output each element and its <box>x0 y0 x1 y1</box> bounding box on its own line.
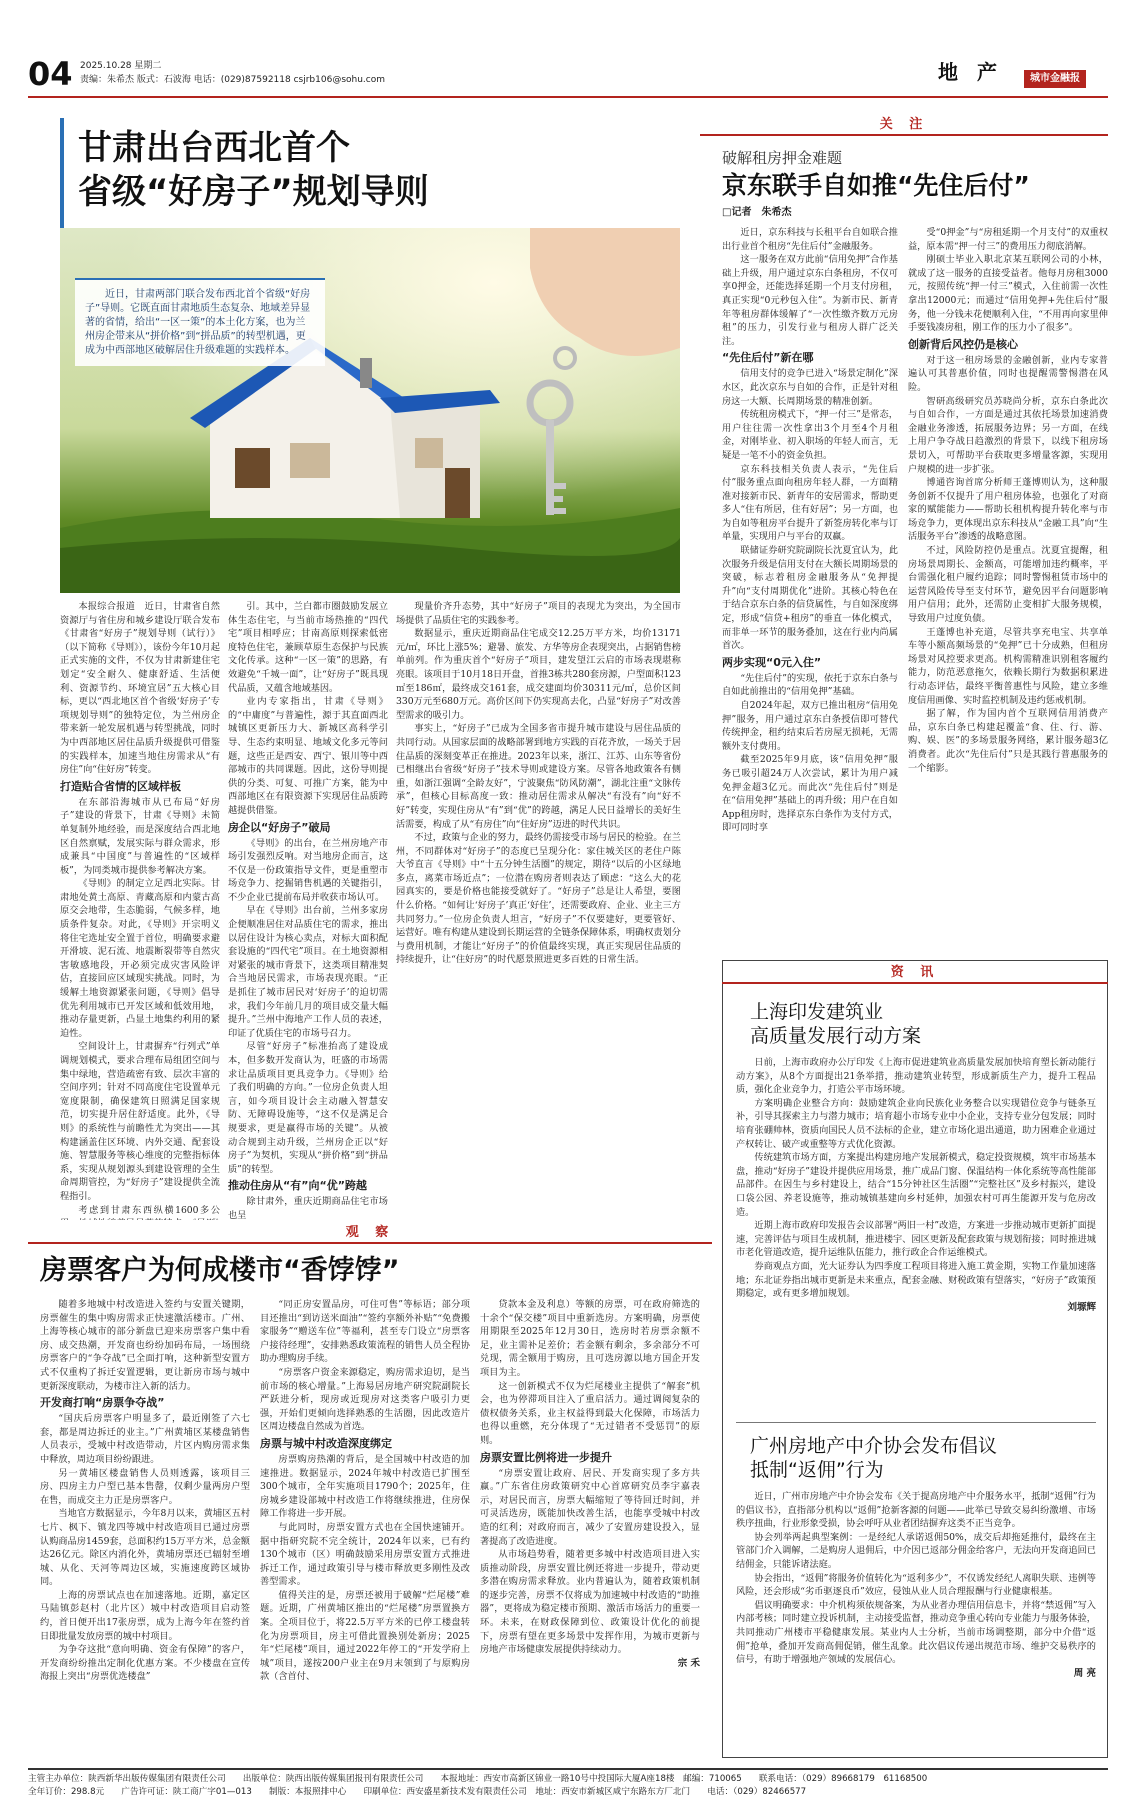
focus-subhead-2: 两步实现“0元入住” <box>722 655 822 669</box>
lead-paragraph: 空间设计上，甘肃摒弃“行列式”单调规划模式，要求合理布局组团空间与集中绿地，营造疏密有致、层次丰富的空间序列；针对不同高度住宅设置单元宽度限制，确保建筑日照满足国家规范，切实提升居住舒适度。此外，《导则》的系统性与前瞻性尤为突出——其构建涵盖住区环境、内外交通、配套设施、智慧服务等核心维度的完整指标体系，实现从规划源头到建设管理的全生命周期管控，为“好房子”建设提供全流程指引。 <box>60 1041 220 1202</box>
lead-paragraph: 数据显示，重庆近期商品住宅成交12.25万平方米，均价13171元/㎡，环比上涨5%；避暑、旅发、方华等房企表现突出，占据销售榜单前列。作为重庆首个“好房子”项目，建发望江云启的市场表现堪称亮眼。该项目于10月18日开盘，首推3栋共280套房源，户型面积123㎡至186㎡，最终成交161套，成交建面均价30311元/㎡，总价区间330万元至680万元。高价区间下仍实现高去化，凸显“好房子”对改善型需求的吸引力。 <box>396 628 681 721</box>
lead-paragraph: 《导则》的制定立足西北实际。甘肃地处黄土高原、青藏高原和内蒙古高原交会地带，生态脆弱，气候多样，地质条件复杂。对此，《导则》开宗明义将住宅选址安全置于首位，明确要求避开滑坡、泥石流、地震断裂带等自然灾害敏感地段，开必须完成灾害风险评估，直接回应区域现实挑战。同时，为缓解土地资源紧张问题，《导则》倡导优先利用城市已开发区域和低效用地，推动存量更新，凸显土地集约利用的紧迫性。 <box>60 878 220 1039</box>
observe-paragraph: 随着多地城中村改造进入签约与安置关键期，房票催生的集中购房需求正快速激活楼市。广州、上海等核心城市的部分新盘已迎来房票客户集中看房、成交热潮，开发商也纷纷加码布局，一场围绕房票客户的“争夺战”已全面打响，这种新型安置方式不仅重构了拆迁安置逻辑，更让新房市场与城中更新深度联动，为楼市注入新的活力。 <box>40 1299 250 1392</box>
news-rule <box>722 982 1108 984</box>
focus-byline: □记者 朱希杰 <box>722 207 792 218</box>
focus-subhead: 破解租房押金难题 <box>722 149 843 167</box>
observe-paragraph: 与此同时，房票安置方式也在全国快速铺开。据中指研究院不完全统计，2024年以来，已有约130个城市（区）明确鼓励采用房票安置方式推进拆迁工作，通过政策引导与楼市释放更多刚性及改善型需求。 <box>260 1521 470 1588</box>
news-item1-body <box>736 1056 1096 1416</box>
focus-paragraph: 受“0押金”与“房租延期一个月支付”的双重权益，原本需“押一付三”的费用压力彻底消解。 <box>908 227 1108 252</box>
news-paragraph: 日前，上海市政府办公厅印发《上海市促进建筑业高质量发展加快培育塑长新动能行动方案》，从8个方面提出21条举措，推动建筑业转型，形成新质生产力，提升工程品质，强化企业竞争力，打造公平市场环境。 <box>736 1057 1096 1096</box>
observe-paragraph: 这一创新模式不仅为烂尾楼业主提供了“解套”机会，也为停滞项目注入了重启活力。通过调阅复杂的债权债务关系，业主权益得到最大化保障，市场活力也得以重燃，充分体现了“无过错者不受惩罚”的原则。 <box>480 1380 700 1446</box>
section-title: 地 产 <box>938 60 1003 84</box>
lead-paragraph: 引。其中，兰白都市圈鼓励发展立体生态住宅，与当前市场热推的“四代宅”项目相呼应；甘南高原则探索低密度特色住宅，兼顾草原生态保护与民族文化传承。这种“一区一策”的思路，有效避免“千城一面”，让“好房子”既具现代品质，又蕴含地域基因。 <box>228 601 388 694</box>
lead-paragraph: 不过，政策与企业的努力，最终仍需接受市场与居民的检验。在兰州，不同群体对“好房子”的态度已呈现分化：家住城关区的老住户陈大爷直言《导则》中“十五分钟生活圈”的规定，期待“以后的小区绿地多点，离菜市场近点”；一位潜在购房者则表达了顾虑：“这么大的花园真实的，要是价格也能接受就好了。“好房子”总是让人希望，要图什么价格。“如何让‘好房子’真正‘好住’，还需要政府、企业、业主三方共同努力。”一位房企负责人坦言，“好房子”不仅要建好，更要管好、运营好。唯有构建从建设到长期运营的全链条保障体系，明确权责划分与费用机制，才能让“好房子”的价值最终实现，真正实现居住品质的持续提升，让“住好房”的时代愿景照进更多百姓的日常生活。 <box>396 832 681 966</box>
lead-column-1 <box>60 600 220 1220</box>
focus-paragraph: 信用支付的竞争已进入“场景定制化”深水区，此次京东与自如的合作，正是针对租房这一大额、长周期场景的精准创新。 <box>722 368 898 407</box>
lead-column-3 <box>396 600 681 1220</box>
focus-paragraph: 据了解，作为国内首个互联网信用消费产品，京东白条已构建起覆盖“食、住、行、游、购、娱、医”的多场景服务网络，累计服务超3亿消费者。此次“先住后付”只是其践行普惠服务的一个缩影。 <box>908 708 1108 774</box>
focus-paragraph: 王蓬博也补充道，尽管共享充电宝、共享单车等小额高频场景的“免押”已十分成熟，但租房场景对风控要求更高。机构需精准识别租客履约能力，防范恶意拖欠，依赖长期行为数据积累进行动态评估，最终平衡普惠性与风险，建立多维度信用画像、实时监控机制及违约惩戒机制。 <box>908 626 1108 706</box>
lead-paragraph: 现量价齐升态势，其中“好房子”项目的表现尤为突出，为全国市场提供了品质住宅的实践参考。 <box>396 601 681 626</box>
observe-paragraph: “房票客户资金来源稳定，购房需求迫切，是当前市场的核心增量。”上海易居房地产研究院副院长严跃进分析，现房或近现房对这类客户吸引力更强，开始们更倾向选择熟悉的生活圈，因此改造片区周边楼盘自然成为首选。 <box>260 1366 470 1433</box>
lead-summary-box <box>75 278 325 366</box>
focus-kicker-bar <box>700 118 1108 136</box>
news-paragraph: 传统建筑市场方面，方案提出构建房地产发展新模式，稳定投资规模，筑牢市场基本盘，推动“好房子”建设并提供应用场景，推广成品门窗、保温结构一体化系统等高性能部品部件。在因生与乡村建设上，结合“15分钟社区生活圈”“完整社区”及乡村振兴，建设口袋公园、养老设施等，推动城镇基建向乡村延伸，加强农村可再生能源开发与危房改造。 <box>736 1152 1096 1218</box>
observe-paragraph: 贷款本金及利息）等额的房票，可在政府筛选的十余个“保交楼”项目中重新选房。方案明确，房票使用期限至2025年12月30日，选房时若房票余额不足，业主需补足差价；若金额有剩余，多余部分不可兑现，需全额用于购房，且可选房源以地方国企开发项目为主。 <box>480 1299 700 1378</box>
focus-paragraph: 传统租房模式下，“押一付三”是常态，用户往往需一次性拿出3个月至4个月租金，对刚毕业、初入职场的年轻人而言，无疑是一笔不小的资金负担。 <box>722 409 898 461</box>
focus-rule <box>700 134 1108 136</box>
observe-rule <box>28 1242 712 1244</box>
lead-subhead-2: 房企以“好房子”破局 <box>228 820 331 834</box>
focus-paragraph: 这一服务在双方此前“信用免押”合作基础上升级，用户通过京东白条租房，不仅可享0押金，还能选择延期一个月支付房租，真正实现“0元秒包入住”。为新市民、新青年等租房群体缓解了“一次性缴齐数万元房租”的压力，引发行业与租房人群广泛关注。 <box>722 254 898 347</box>
observe-paragraph: 值得关注的是，房票还被用于破解“烂尾楼”难题。近期，广州黄埔区推出的“烂尾楼”房票置换方案。全项目位于，将22.5万平方米的已停工楼盘转化为房票项目，房主可借此置换别处新房；2025年“烂尾楼”项目，通过2022年停工的“开发学府上城”项目，遂按200户业主在9月末领到了与原购房款（含首付、 <box>260 1589 470 1683</box>
observe-kicker-bar <box>28 1226 712 1244</box>
news-paragraph: 近期上海市政府印发报告会议部署“两旧一村”改造，方案进一步推动城市更新扩面提速，完善评估与项目生成机制，推进楼宇、园区更新及配套政策与规划衔接；同时推进城市老化管道改造，提升运维队伍能力，推行政企合作运维模式。 <box>736 1220 1096 1259</box>
lead-paragraph: 在东部沿海城市从已布局“好房子”建设的背景下，甘肃《导则》未简单复制外地经验，而是深度结合西北地区自然禀赋，发展实际与群众需求，形成兼具“中国度”与普遍性的“区域样板”，为同类城市提供参考解决方案。 <box>60 796 220 876</box>
lead-summary: 近日，甘肃两部门联合发布西北首个省级“好房子”导则。它既直面甘肃地质生态复杂、地域差异显著的省情，给出“一区一策”的本土化方案，也为兰州房企带来从“拼价格”到“拼品质”的转型机遇，更成为中西部地区破解居住升级难题的实践样本。 <box>85 289 311 356</box>
news-item2-title <box>750 1434 997 1482</box>
lead-paragraph: 尽管“好房子”标准抬高了建设成本，但多数开发商认为，旺盛的市场需求让品质项目更具竞争力。《导则》给了我们明确的方向。”一位房企负责人坦言，如今项目设计会主动融入智慧安防、无障碍设施等，“这不仅是满足合规要求，更是赢得市场的关键”。从被动合规到主动升级，兰州房企正以“好房子”为契机，实现从“拼价格”到“拼品质”的转型。 <box>228 1041 388 1175</box>
observe-paragraph: 另一黄埔区楼盘销售人员则透露，该项目三房、四房主力户型已基本售罄，仅剩少量两房户型在售，而成交主力正是房票客户。 <box>40 1467 250 1506</box>
lead-title <box>78 126 680 214</box>
focus-paragraph: “先住后付”的实现，依托于京东白条与自如此前推出的“信用免押”基础。 <box>722 672 898 698</box>
observe-paragraph: 房票购房热潮的背后，是全国城中村改造的加速推进。数据显示，2024年城中村改造已扩围至300个城市，全年实施项目1790个；2025年，住房城乡建设部城中村改造工作将继续推进，住房保障工作将进一步开展。 <box>260 1453 470 1520</box>
lead-column-2 <box>228 600 388 1220</box>
focus-paragraph: 博通咨询首席分析师王蓬博则认为，这种服务创新不仅提升了用户租房体验，也强化了对商家的赋能能力——帮助长租机构提升转化率与市场竞争力，更体现出京东科技从“金融工具”向“生活服务平台”渗透的战略意图。 <box>908 477 1108 543</box>
lead-title-line2: 省级“好房子”规划导则 <box>78 172 429 212</box>
news-item1-title-line2: 高质量发展行动方案 <box>750 1025 922 1047</box>
observe-column-3 <box>480 1298 700 1762</box>
focus-paragraph: 不过，风险防控仍是重点。沈夏宜提醒，租房场景周期长、金额高，可能增加违约概率，平台需强化租户履约追踪；同时警惕租赁市场中的运营风险传导至支付环节，避免因平台问题影响用户信用；此外，还需防止变相扩大服务规模，导致用户过度负债。 <box>908 545 1108 625</box>
news-item1-title <box>750 1000 921 1048</box>
focus-paragraph: 对于这一租房场景的金融创新，业内专家普遍认可其普惠价值，同时也提醒需警惕潜在风险。 <box>908 354 1108 393</box>
lead-paragraph: 除甘肃外，重庆近期商品住宅市场也呈 <box>228 1196 388 1220</box>
observe-paragraph: “同正房安置品房，可住可售”等标语；部分项目还推出“到访送米面油”“签约享额外补贴”“免费搬家服务”“赠送车位”等福利，甚至专门设立“房票客户接待经理”，安排熟悉政策流程的销售人员全程协助办理购房手续。 <box>260 1299 470 1365</box>
footer <box>28 1768 1108 1799</box>
lead-paragraph: 事实上，“好房子”已成为全国多省市提升城市建设与居住品质的共同行动。从国家层面的战略部署到地方实践的百花齐放，一场关于居住品质的深刻变革正在推进。2023年以来，浙江、江苏、山东等省份已相继出台省级“好房子”技术导则或建设方案。尽管各地政策各有侧重，如浙江强调“全龄友好”，宁波聚焦“防风防潮”，湖北注重“文脉传承”，但核心目标高度一致：推动居住需求从解决“有没有”向“好不好”转变，实现住房从“有”到“优”的跨越，满足人民日益增长的美好生活需要，构成了从“有房住”向“住好房”迈进的时代共识。 <box>396 723 681 830</box>
focus-paragraph: 京东科技相关负责人表示，“先住后付”服务重点面向租房年轻人群，一方面精准对接新市民、新青年的安居需求，帮助更多人“住有所居，住有好居”；另一方面，也为自如等租房平台提升了新签房转化率与订单量，实现用户与平台的双赢。 <box>722 463 898 543</box>
news-kicker-bar <box>722 966 1108 984</box>
observe-paragraph: 从市场趋势看，随着更多城中村改造项目进入实质推动阶段，房票安置比例还将进一步提升，带动更多潜在购房需求释放。业内普遍认为，随着政策机制的逐步完善，房票不仅将成为加速城中村改造的“助推器”，更将成为稳定楼市预期、激活市场活力的重要一环。未来，在财政保障到位、政策设计优化的前提下，房票有望在更多场景中发挥作用，为城市更新与房地产市场健康发展提供持续动力。 <box>480 1549 700 1656</box>
focus-paragraph: 近日，京东科技与长租平台自如联合推出行业首个租房“先住后付”金融服务。 <box>722 227 898 252</box>
footer-line-2: 全年订价：298.8元 广告许可证：陕工商广字01—013 制版：本报照排中心 印刷单位：西安盛星新技术发有限责任公司 地址：西安市新城区咸宁东路东方厂北门 电话：（029）82466577 <box>28 1787 807 1797</box>
observe-column-1 <box>40 1298 250 1762</box>
observe-paragraph: 上海的房票试点也在加速落地。近期，嘉定区马陆镇彭赵村（北片区）城中村改造项目启动签约，首日便开出17张房票，成为上海今年在签约首日即批量发放房票的城中村项目。 <box>40 1589 250 1642</box>
observe-subhead-1: 开发商打响“房票争夺战” <box>40 1396 165 1410</box>
observe-column-2 <box>260 1298 470 1762</box>
observe-paragraph: 当地官方数据显示，今年8月以来，黄埔区五村七片、枫下、镇龙四等城中村改造项目已通过房票认购商品房1459套，总面积约15万平方米，总金额达26亿元。除区内消化外，黄埔房票还已辐射至增城、从化、天河等周边区域，实施速度跨区域协同。 <box>40 1508 250 1588</box>
news-item1-signature: 刘塬辉 <box>1067 1301 1096 1313</box>
lead-subhead-1: 打造贴合省情的区域样板 <box>60 779 181 793</box>
news-paragraph: 协会指出，“返佣”将服务价值转化为“返利多少”，不仅诱发经纪人离职失联、违例等风险，还会形成“劣币驱逐良币”效应，侵蚀从业人员合理报酬与行业健康根基。 <box>736 1572 1096 1598</box>
observe-kicker: 观 察 <box>345 1225 395 1240</box>
focus-paragraph: 刚硕士毕业入职北京某互联网公司的小林，就成了这一服务的直接受益者。他每月房租3000元，按照传统“押一付三”模式，入住前需一次性拿出12000元；而通过“信用免押+先住后付”服务，他一分钱未花便顺利入住，“不用再向家里伸手要钱凑房租，刚工作的压力小了很多”。 <box>908 254 1108 334</box>
observe-subhead-2: 房票与城中村改造深度绑定 <box>260 1436 392 1450</box>
news-item2-title-line1: 广州房地产中介协会发布倡议 <box>750 1435 998 1457</box>
section-badge: 城市金融报 <box>1024 70 1086 88</box>
news-kicker: 资 讯 <box>890 965 940 980</box>
focus-subhead-1: “先住后付”新在哪 <box>722 351 814 365</box>
focus-column-2 <box>908 226 1108 946</box>
news-item2-signature: 周 亮 <box>1073 1667 1096 1679</box>
observe-paragraph: 为争夺这批“意向明确、资金有保障”的客户，开发商纷纷推出定制化优惠方案。不少楼盘在宣传海报上突出“房票优选楼盘” <box>40 1644 250 1683</box>
news-paragraph: 券商观点方面，光大证券认为四季度工程项目将进入施工黄金期，实物工作量加速落地；东北证券指出城市更新是未来重点，配套金融、财税政策有望落实，“好房子”政策预期稳定，或有更多增加规划。 <box>736 1260 1096 1300</box>
editor-line: 责编：朱希杰 版式：石波海 电话：(029)87592118 csjrb106@sohu.com <box>80 75 386 85</box>
observe-subhead-3: 房票安置比例将进一步提升 <box>480 1450 612 1464</box>
footer-line-1: 主管主办单位：陕西新华出版传媒集团有限责任公司 出版单位：陕西出版传媒集团报刊有限责任公司 本报地址：西安市高新区锦业一路10号中投国际大厦A座18楼 邮编：710065 联系电话：（029）89668179 61168500 <box>28 1774 928 1784</box>
page-number: 04 <box>28 55 73 93</box>
lead-paragraph: 考虑到甘肃东西纵横1600多公 <box>78 1204 220 1216</box>
focus-title: 京东联手自如推“先住后付” <box>722 171 1030 200</box>
news-item2-title-line2: 抵制“返佣”行为 <box>750 1459 884 1481</box>
focus-paragraph: 自2024年起，双方已推出租房“信用免押”服务，用户通过京东白条授信即可替代传统押金，租约结束后若房屋无损耗，无需额外支付费用。 <box>722 700 898 752</box>
lead-subhead-3: 推动住房从“有”向“优”跨越 <box>228 1179 367 1193</box>
lead-paragraph: 业内专家指出，甘肃《导则》的“中庸度”与普遍性，源于其直面西北城镇区更新压力大、新城区高科学引导、生态约束明显、地域文化多元等问题，这些正是西安、西宁、银川等中西部城市的共同课题。因此，这份导则提供的分类、可复、可推广方案，能为中西部地区在有限资源下实现居住品质跨越提供借鉴。 <box>228 696 388 816</box>
focus-paragraph: 截至2025年9月底，该“信用免押”服务已吸引超24万人次尝试，累计为用户减免押金超3亿元。而此次“先住后付”则是在“信用免押”基础上的再升级；用户在自如App租房时，选择京东白条作为支付方式，即可同时享 <box>722 754 898 834</box>
news-paragraph: 方案明确企业整合方向：鼓励建筑企业向民族化业务整合以实现错位竞争与链条互补，引导其探索主力与潜力城市；培育超小市场专业中小企业，支持专业分包发展；同时培育张硼帅林，资质向国民人员不法标的企业，建立市场化退出通道，助力困难企业通过产权转让、破产或重整等方式优化资源。 <box>736 1097 1096 1150</box>
observe-paragraph: “房票安置让政府、居民、开发商实现了多方共赢。”广东省住房政策研究中心首席研究员李宇嘉表示，对居民而言，房票大幅缩短了等待回迁时间，并可灵活选房，既能加快改善生活，也能享受城中村改造的红利；对政府而言，减少了安置房建设投入，显著提高了改造进度。 <box>480 1467 700 1547</box>
header-rule <box>28 96 1108 98</box>
news-paragraph: 倡议明确要求：中介机构须依规备案，为从业者办理信用信息卡，并将“禁返佣”写入内部考核；同时建立投诉机制，主动接受监督，推动竞争重心转向专业能力与服务体验，共同推动广州楼市平稳健康发展。某业内人士分析，当前市场调整期，部分中介借“返佣”抢单，叠加开发商高佣促销，催生乱象。此次倡议传递出规范市场、维护交易秩序的信号，有助于增强地产领域的发展信心。 <box>736 1599 1096 1666</box>
lead-title-line1: 甘肃出台西北首个 <box>78 128 350 168</box>
observe-signature: 宗 禾 <box>677 1657 700 1669</box>
lead-paragraph: 《导则》的出台，在兰州房地产市场引发强烈反响。对当地房企而言，这不仅是一份政策指导文件，更是重塑市场竞争力、挖掘销售机遇的关键指引，不少企业已提前布局并收获市场认可。 <box>228 837 388 903</box>
news-paragraph: 协会列举两起典型案例：一是经纪人承诺返佣50%，成交后却拖延推付，最终在主管部门介入调解，二是购房人退佣后，中介因已返部分佣金给客户，无法向开发商追回已结佣金，只能诉诸法庭。 <box>736 1531 1096 1570</box>
lead-paragraph: 早在《导则》出台前，兰州多家房企便顺准居住对品质住宅的需求，推出以居住设计为核心卖点，对标大面积配套设施的“四代宅”项目。在土地资源相对紧张的城市背景下，这类项目精准契合当地居民需求，市场表现亮眼。“正是抓住了城市居民对‘好房子’的迫切需求，我们今年前几月的项目成交量大幅提升。”兰州中海地产工作人员的表述，印证了优质住宅的市场号召力。 <box>228 905 388 1039</box>
observe-paragraph: “国庆后房票客户明显多了，最近刚签了六七套，都是周边拆迁的业主。”广州黄埔区某楼盘销售人员表示，受城中村改造带动，片区内购房需求集中释放，周边项目纷纷跟进。 <box>40 1413 250 1465</box>
lead-paragraph: 本报综合报道 近日，甘肃省自然资源厅与省住房和城乡建设厅联合发布《甘肃省“好房子”规划导则（试行）》（以下简称《导则》），该份今年10月起正式实施的文件，不仅为甘肃新建住宅划定“安全耐久、健康舒适、生活便利、资源节约、环境宜居”五大核心目标，更以“西北地区首个省级‘好房子’专项规划导则”的独特定位，为兰州房企带来新一轮发展机遇与转型挑战，同时为中西部地区居住品质升级提供可借鉴的实践样本，加速当地住房需求从“有房住”向“住好房”转变。 <box>60 601 220 776</box>
focus-paragraph: 智研高级研究员苏晓尚分析，京东白条此次与自如合作，一方面是通过其依托场景加速消费金融业务渗透，拓展服务边界；另一方面，在线上用户争夺战日趋激烈的背景下，以线下租房场景切入，可帮助平台获取更多增量客源，实现用户规模的进一步扩张。 <box>908 395 1108 475</box>
focus-kicker: 关 注 <box>879 117 929 132</box>
focus-subhead-3: 创新背后风控仍是核心 <box>908 337 1018 351</box>
focus-paragraph: 联储证券研究院副院长沈夏宜认为，此次服务升级是信用支付在大额长周期场景的突破，标志着租房金融服务从“免押提升”向“支付周期优化”进阶。其核心特色在于结合京东白条的信贷属性，与自如深度绑定，形成“信贷+租房”的垂直一体化模式，而非单一环节的服务叠加，这在行业内尚属首次。 <box>722 545 898 652</box>
news-item1-title-line1: 上海印发建筑业 <box>750 1001 884 1023</box>
observe-title: 房票客户为何成楼市“香饽饽” <box>40 1255 400 1286</box>
lead-title-box <box>60 118 680 228</box>
date-line: 2025.10.28 星期二 <box>80 61 162 71</box>
news-divider <box>736 1422 1096 1423</box>
news-item2-body <box>736 1490 1096 1754</box>
news-paragraph: 近日，广州市房地产中介协会发布《关于提高房地产中介服务水平，抵制“返佣”行为的倡议书》，直指部分机构以“返佣”抢新客源的问题——此举已导致交易纠纷激增、市场秩序扭曲，行业形象受损，协会呼吁从业者团结摒弃这类不正当竞争。 <box>736 1491 1096 1530</box>
